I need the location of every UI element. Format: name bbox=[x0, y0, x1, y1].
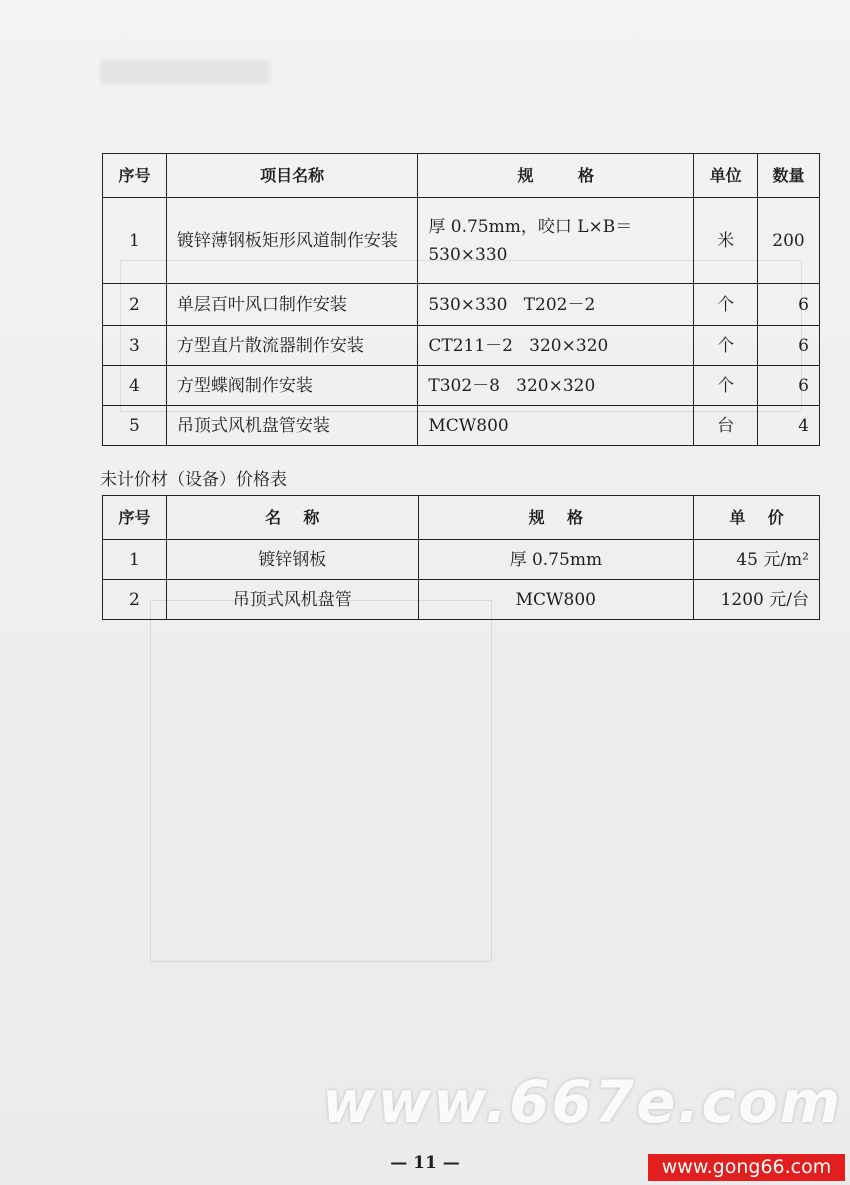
cell-name: 吊顶式风机盘管 bbox=[166, 580, 418, 620]
cell-unit: 个 bbox=[694, 366, 758, 406]
watermark-text: www.667e.com bbox=[322, 1068, 843, 1136]
cell-unit: 个 bbox=[694, 326, 758, 366]
bleed-through-box bbox=[150, 600, 492, 962]
table-row bbox=[103, 326, 820, 366]
cell-name: 镀锌钢板 bbox=[166, 540, 418, 580]
cell-name: 方型直片散流器制作安装 bbox=[166, 326, 417, 366]
cell-no: 4 bbox=[103, 366, 167, 406]
cell-spec: MCW800 bbox=[418, 406, 694, 446]
page-number: — 11 — bbox=[390, 1153, 460, 1173]
cell-name: 单层百叶风口制作安装 bbox=[166, 284, 417, 326]
cell-spec: MCW800 bbox=[418, 580, 694, 620]
table-header-row bbox=[103, 496, 820, 540]
cell-qty: 4 bbox=[758, 406, 820, 446]
header-smudge bbox=[100, 60, 270, 84]
cell-qty: 200 bbox=[758, 198, 820, 284]
header-no: 序号 bbox=[103, 154, 167, 198]
header-qty: 数量 bbox=[758, 154, 820, 198]
price-table-caption: 未计价材（设备）价格表 bbox=[100, 470, 287, 490]
cell-spec: 530×330 T202－2 bbox=[418, 284, 694, 326]
site-badge-link[interactable]: www.gong66.com bbox=[648, 1154, 845, 1181]
cell-no: 3 bbox=[103, 326, 167, 366]
cell-name: 镀锌薄钢板矩形风道制作安装 bbox=[166, 198, 417, 284]
cell-no: 1 bbox=[103, 198, 167, 284]
table-row bbox=[103, 198, 820, 284]
cell-spec: 厚 0.75mm，咬口 L×B＝530×330 bbox=[418, 198, 694, 284]
cell-no: 1 bbox=[103, 540, 167, 580]
table-row bbox=[103, 366, 820, 406]
header-name: 项目名称 bbox=[166, 154, 417, 198]
table-header-row bbox=[103, 154, 820, 198]
header-spec: 规 格 bbox=[418, 496, 694, 540]
price-table bbox=[102, 495, 820, 620]
cell-name: 吊顶式风机盘管安装 bbox=[166, 406, 417, 446]
header-price: 单 价 bbox=[694, 496, 820, 540]
cell-qty: 6 bbox=[758, 366, 820, 406]
table-row bbox=[103, 540, 820, 580]
cell-unit: 个 bbox=[694, 284, 758, 326]
header-no: 序号 bbox=[103, 496, 167, 540]
project-table bbox=[102, 153, 820, 446]
cell-spec: T302－8 320×320 bbox=[418, 366, 694, 406]
table-row bbox=[103, 284, 820, 326]
table-row bbox=[103, 580, 820, 620]
table-row bbox=[103, 406, 820, 446]
header-name: 名 称 bbox=[166, 496, 418, 540]
cell-no: 2 bbox=[103, 284, 167, 326]
header-unit: 单位 bbox=[694, 154, 758, 198]
cell-unit: 台 bbox=[694, 406, 758, 446]
cell-unit: 米 bbox=[694, 198, 758, 284]
cell-no: 2 bbox=[103, 580, 167, 620]
cell-no: 5 bbox=[103, 406, 167, 446]
header-spec: 规 格 bbox=[418, 154, 694, 198]
cell-spec: 厚 0.75mm bbox=[418, 540, 694, 580]
cell-name: 方型蝶阀制作安装 bbox=[166, 366, 417, 406]
cell-price: 45 元/m² bbox=[694, 540, 820, 580]
cell-price: 1200 元/台 bbox=[694, 580, 820, 620]
cell-spec: CT211－2 320×320 bbox=[418, 326, 694, 366]
cell-qty: 6 bbox=[758, 284, 820, 326]
cell-qty: 6 bbox=[758, 326, 820, 366]
